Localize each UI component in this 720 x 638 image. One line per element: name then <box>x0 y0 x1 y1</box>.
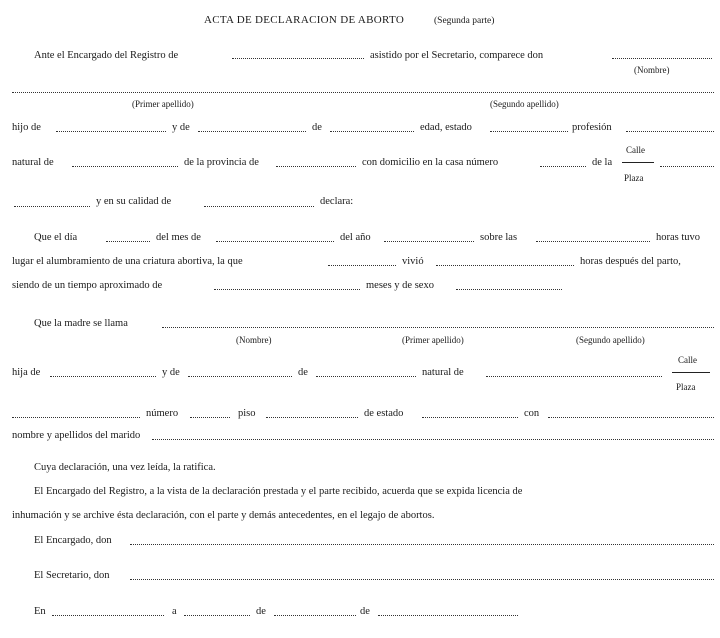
declares-label: declara: <box>320 196 354 207</box>
months-sex-label: meses y de sexo <box>366 280 434 291</box>
place-blank <box>52 615 164 616</box>
birthplace-blank <box>72 166 178 167</box>
secretary-label: El Secretario, don <box>34 570 110 581</box>
capacity-blank <box>204 206 314 207</box>
profession-blank <box>626 131 714 132</box>
gestation-label: siendo de un tiempo aproximado de <box>12 280 163 291</box>
mother-birthplace-blank <box>486 376 662 377</box>
resolution-text-line2: inhumación y se archive ésta declaración, con el parte y demás antecedentes, en el legajo de abortos. <box>12 510 435 521</box>
son-of-label: hijo de <box>12 122 41 133</box>
surnames-blank <box>12 92 714 93</box>
with-blank <box>548 417 714 418</box>
day-blank <box>106 241 150 242</box>
place-label: En <box>34 606 46 617</box>
months-blank <box>214 289 360 290</box>
signing-month-blank <box>274 615 356 616</box>
of-label: de <box>312 122 322 133</box>
month-blank <box>216 241 334 242</box>
marital-status-label: de estado <box>364 408 404 419</box>
mother-blank <box>198 131 306 132</box>
mother-number-blank <box>190 417 230 418</box>
of-label-2: de <box>298 367 308 378</box>
floor-blank <box>266 417 358 418</box>
street-plaza-divider-2 <box>672 372 710 373</box>
native-of-label: natural de <box>12 157 54 168</box>
registrar-blank <box>130 544 714 545</box>
of-the-label: de la <box>592 157 613 168</box>
street-option: Calle <box>626 145 645 155</box>
marital-status-blank <box>422 417 518 418</box>
husband-name-label: nombre y apellidos del marido <box>12 430 141 441</box>
daughter-of-label: hija de <box>12 367 41 378</box>
father-blank <box>56 131 166 132</box>
husband-name-blank <box>152 439 714 440</box>
registry-label: Ante el Encargado del Registro de <box>34 50 179 61</box>
street-option-2: Calle <box>678 355 697 365</box>
secretary-assist-label: asistido por el Secretario, comparece don <box>370 50 544 61</box>
first-surname-caption: (Primer apellido) <box>132 99 194 109</box>
mother-name-label: Que la madre se llama <box>34 318 128 329</box>
mother-age-blank <box>316 376 416 377</box>
sex-blank <box>456 289 562 290</box>
about-label: sobre las <box>480 232 518 243</box>
registrar-label: El Encargado, don <box>34 535 112 546</box>
year-of-label: de <box>360 606 370 617</box>
hours-after-blank <box>436 265 574 266</box>
hours-had-label: horas tuvo <box>656 232 701 243</box>
mother-mother-blank <box>188 376 292 377</box>
plaza-option-2: Plaza <box>676 382 696 392</box>
mother-name-blank <box>162 327 714 328</box>
signing-day-blank <box>184 615 250 616</box>
month-label: del mes de <box>156 232 201 243</box>
mother-native-label: natural de <box>422 367 464 378</box>
mother-street-blank <box>12 417 140 418</box>
second-surname-caption: (Segundo apellido) <box>490 99 559 109</box>
document-title: ACTA DE DECLARACION DE ABORTO <box>204 14 405 26</box>
street-name-blank <box>660 166 714 167</box>
status-blank <box>490 131 568 132</box>
province-label: de la provincia de <box>184 157 259 168</box>
name-caption: (Nombre) <box>634 65 670 75</box>
secretary-blank <box>130 579 714 580</box>
plaza-option: Plaza <box>624 173 644 183</box>
with-label: con <box>524 408 540 419</box>
year-blank <box>384 241 474 242</box>
address-number-label: con domicilio en la casa número <box>362 157 499 168</box>
profession-label: profesión <box>572 122 612 133</box>
and-of-label-2: y de <box>162 367 180 378</box>
age-blank <box>330 131 414 132</box>
year-label: del año <box>340 232 371 243</box>
province-blank <box>276 166 356 167</box>
signing-year-blank <box>378 615 518 616</box>
day-at-label: a <box>172 606 177 617</box>
lived-blank <box>328 265 396 266</box>
street-plaza-divider <box>622 162 654 163</box>
document-title-suffix: (Segunda parte) <box>434 16 495 26</box>
lived-label: vivió <box>402 256 424 267</box>
mother-first-surname-caption: (Primer apellido) <box>402 335 464 345</box>
house-number-blank <box>540 166 586 167</box>
birth-text: lugar el alumbramiento de una criatura abortiva, la que <box>12 256 243 267</box>
day-label: Que el día <box>34 232 78 243</box>
floor-label: piso <box>238 408 256 419</box>
declarant-name-blank <box>612 58 712 59</box>
hour-blank <box>536 241 650 242</box>
mother-father-blank <box>50 376 156 377</box>
capacity-label: y en su calidad de <box>96 196 172 207</box>
mother-second-surname-caption: (Segundo apellido) <box>576 335 645 345</box>
street-blank-2 <box>14 206 90 207</box>
hours-after-label: horas después del parto, <box>580 256 681 267</box>
ratification-text: Cuya declaración, una vez leída, la ratifica. <box>34 462 216 473</box>
and-of-label: y de <box>172 122 190 133</box>
resolution-text-line1: El Encargado del Registro, a la vista de la declaración prestada y el parte recibido, acuerda que se expida licencia de <box>34 486 523 497</box>
age-status-label: edad, estado <box>420 122 472 133</box>
registry-blank <box>232 58 364 59</box>
month-of-label: de <box>256 606 266 617</box>
mother-name-caption: (Nombre) <box>236 335 272 345</box>
number-label: número <box>146 408 179 419</box>
